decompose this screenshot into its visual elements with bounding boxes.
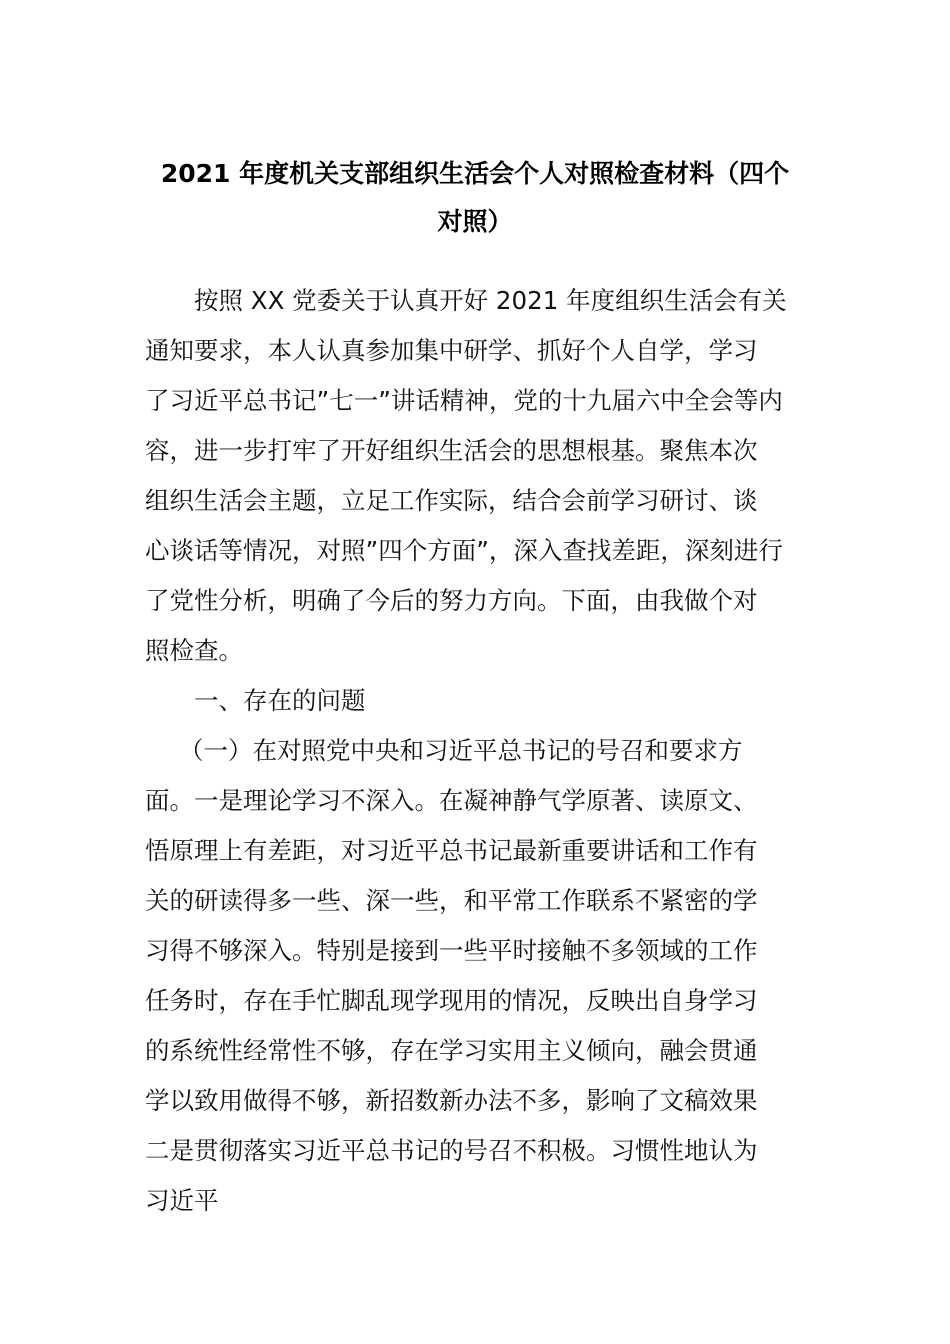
paragraph-line: 心谈话等情况，对照”四个方面”，深入查找差距，深刻进行: [145, 536, 783, 565]
paragraph-line: 任务时，存在手忙脚乱现学现用的情况，反映出自身学习: [145, 986, 758, 1015]
paragraph-line: 通知要求，本人认真参加集中研学、抓好个人自学，学习: [145, 336, 758, 365]
paragraph-line: 悟原理上有差距，对习近平总书记最新重要讲话和工作有: [145, 836, 758, 865]
paragraph-line: 按照 XX 党委关于认真开好 2021 年度组织生活会有关: [194, 286, 787, 315]
paragraph-line: 了党性分析，明确了今后的努力方向。下面，由我做个对: [145, 586, 758, 615]
document-title: [145, 150, 805, 246]
section-heading: 一、存在的问题: [194, 686, 366, 715]
paragraph-line: 组织生活会主题，立足工作实际，结合会前学习研讨、谈: [145, 486, 758, 515]
paragraph-line: 二是贯彻落实习近平总书记的号召不积极。习惯性地认为: [145, 1136, 758, 1165]
document-body: [145, 276, 805, 1226]
paragraph-line: 面。一是理论学习不深入。在凝神静气学原著、读原文、: [145, 786, 758, 815]
paragraph-line: 容，进一步打牢了开好组织生活会的思想根基。聚焦本次: [145, 436, 758, 465]
paragraph-line: 的系统性经常性不够，存在学习实用主义倾向，融会贯通: [145, 1036, 758, 1065]
paragraph-line: （一）在对照党中央和习近平总书记的号召和要求方: [179, 736, 743, 765]
paragraph-line: 学以致用做得不够，新招数新办法不多，影响了文稿效果: [145, 1086, 758, 1115]
paragraph-line: 习近平: [145, 1186, 219, 1215]
title-line: 对照）: [437, 207, 513, 236]
paragraph-line: 关的研读得多一些、深一些，和平常工作联系不紧密的学: [145, 886, 758, 915]
paragraph-line: 了习近平总书记”七一”讲话精神，党的十九届六中全会等内: [145, 386, 783, 415]
title-line: 2021 年度机关支部组织生活会个人对照检查材料（四个: [160, 159, 790, 188]
paragraph-line: 习得不够深入。特别是接到一些平时接触不多领域的工作: [145, 936, 758, 965]
paragraph-line: 照检查。: [145, 636, 243, 665]
